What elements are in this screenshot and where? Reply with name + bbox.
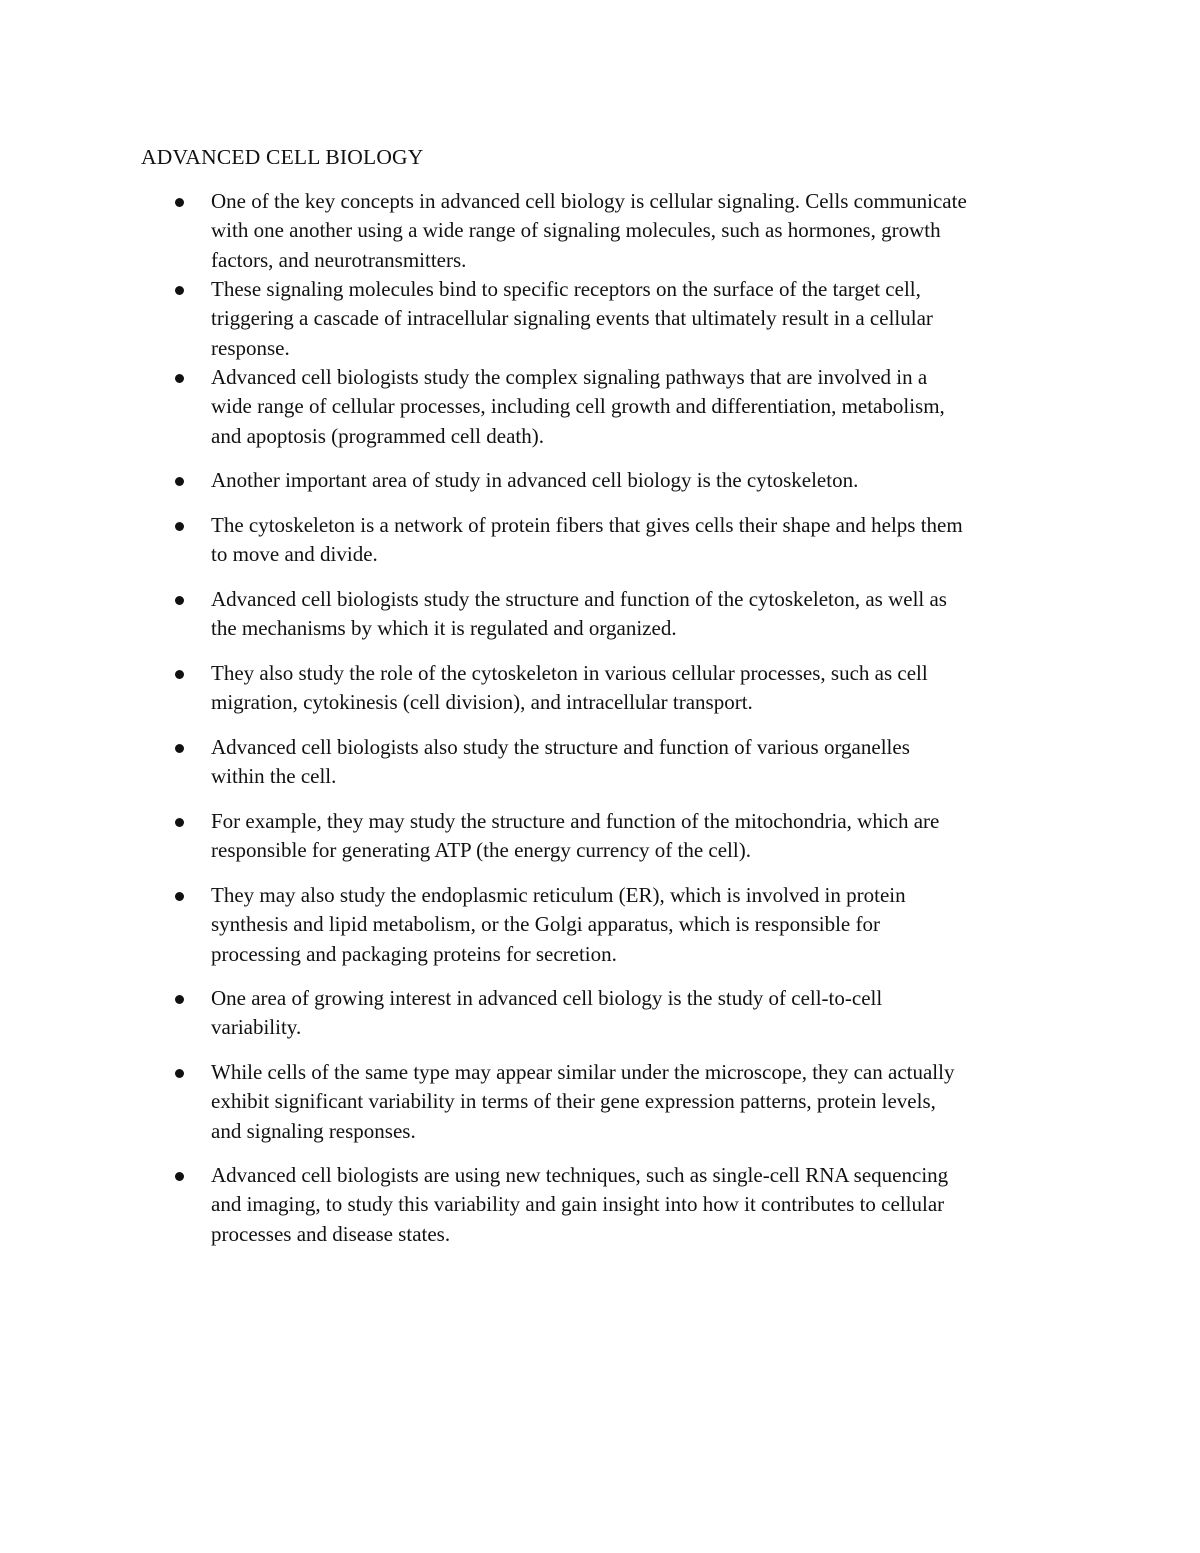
bullet-line: These signaling molecules bind to specific receptors on the surface of the target cell, xyxy=(211,277,921,301)
bullet-line: within the cell. xyxy=(211,764,337,789)
bullet-line: factors, and neurotransmitters. xyxy=(211,247,467,272)
bullet-point-icon xyxy=(175,744,184,753)
bullet-text xyxy=(211,984,1071,1043)
bullet-line: responsible for generating ATP (the energy currency of the cell). xyxy=(211,838,751,863)
bullet-line: synthesis and lipid metabolism, or the Golgi apparatus, which is responsible for xyxy=(211,912,880,937)
bullet-point-icon xyxy=(175,818,184,827)
bullet-line: response. xyxy=(211,335,290,360)
bullet-text xyxy=(211,733,1071,792)
bullet-line: exhibit significant variability in terms of their gene expression patterns, protein levels, xyxy=(211,1089,936,1114)
bullet-text xyxy=(211,585,1071,644)
bullet-line: While cells of the same type may appear similar under the microscope, they can actually xyxy=(211,1060,955,1084)
bullet-line: Advanced cell biologists study the complex signaling pathways that are involved in a xyxy=(211,365,928,389)
bullet-text xyxy=(211,1058,1071,1146)
bullet-point-icon xyxy=(175,670,184,679)
bullet-line: the mechanisms by which it is regulated and organized. xyxy=(211,616,677,641)
bullet-text xyxy=(211,187,1071,275)
bullet-line: Advanced cell biologists also study the structure and function of various organelles xyxy=(211,735,910,759)
bullet-line: with one another using a wide range of signaling molecules, such as hormones, growth xyxy=(211,218,941,243)
bullet-line: Advanced cell biologists are using new techniques, such as single-cell RNA sequencing xyxy=(211,1163,949,1187)
bullet-line: and imaging, to study this variability and gain insight into how it contributes to cellular xyxy=(211,1192,945,1217)
bullet-text xyxy=(211,511,1071,570)
bullet-line: and apoptosis (programmed cell death). xyxy=(211,423,544,448)
bullet-line: and signaling responses. xyxy=(211,1118,416,1143)
bullet-point-icon xyxy=(175,995,184,1004)
bullet-point-icon xyxy=(175,286,184,295)
bullet-point-icon xyxy=(175,892,184,901)
bullet-line: wide range of cellular processes, including cell growth and differentiation, metabolism, xyxy=(211,394,945,419)
bullet-line: They also study the role of the cytoskeleton in various cellular processes, such as cell xyxy=(211,661,928,685)
bullet-line: to move and divide. xyxy=(211,542,378,567)
bullet-point-icon xyxy=(175,1069,184,1078)
bullet-line: Advanced cell biologists study the structure and function of the cytoskeleton, as well as xyxy=(211,587,947,611)
bullet-line: Another important area of study in advanced cell biology is the cytoskeleton. xyxy=(211,468,859,492)
bullet-line: migration, cytokinesis (cell division), and intracellular transport. xyxy=(211,690,753,715)
bullet-text xyxy=(211,363,1071,451)
document-title: ADVANCED CELL BIOLOGY xyxy=(141,145,424,169)
bullet-line: processing and packaging proteins for secretion. xyxy=(211,941,617,966)
bullet-line: processes and disease states. xyxy=(211,1221,451,1246)
bullet-text xyxy=(211,466,1071,495)
bullet-text xyxy=(211,881,1071,969)
bullet-point-icon xyxy=(175,596,184,605)
bullet-line: triggering a cascade of intracellular signaling events that ultimately result in a cellular xyxy=(211,306,933,331)
bullet-line: They may also study the endoplasmic reticulum (ER), which is involved in protein xyxy=(211,883,906,907)
bullet-text xyxy=(211,275,1071,363)
bullet-line: One area of growing interest in advanced cell biology is the study of cell-to-cell xyxy=(211,986,883,1010)
bullet-point-icon xyxy=(175,522,184,531)
bullet-point-icon xyxy=(175,374,184,383)
bullet-line: One of the key concepts in advanced cell biology is cellular signaling. Cells communicate xyxy=(211,189,967,213)
bullet-text xyxy=(211,807,1071,866)
bullet-text xyxy=(211,659,1071,718)
bullet-text xyxy=(211,1161,1071,1249)
bullet-point-icon xyxy=(175,477,184,486)
bullet-point-icon xyxy=(175,1172,184,1181)
bullet-line: For example, they may study the structure and function of the mitochondria, which are xyxy=(211,809,940,833)
bullet-point-icon xyxy=(175,198,184,207)
bullet-line: The cytoskeleton is a network of protein fibers that gives cells their shape and helps them xyxy=(211,513,963,537)
bullet-line: variability. xyxy=(211,1015,302,1040)
